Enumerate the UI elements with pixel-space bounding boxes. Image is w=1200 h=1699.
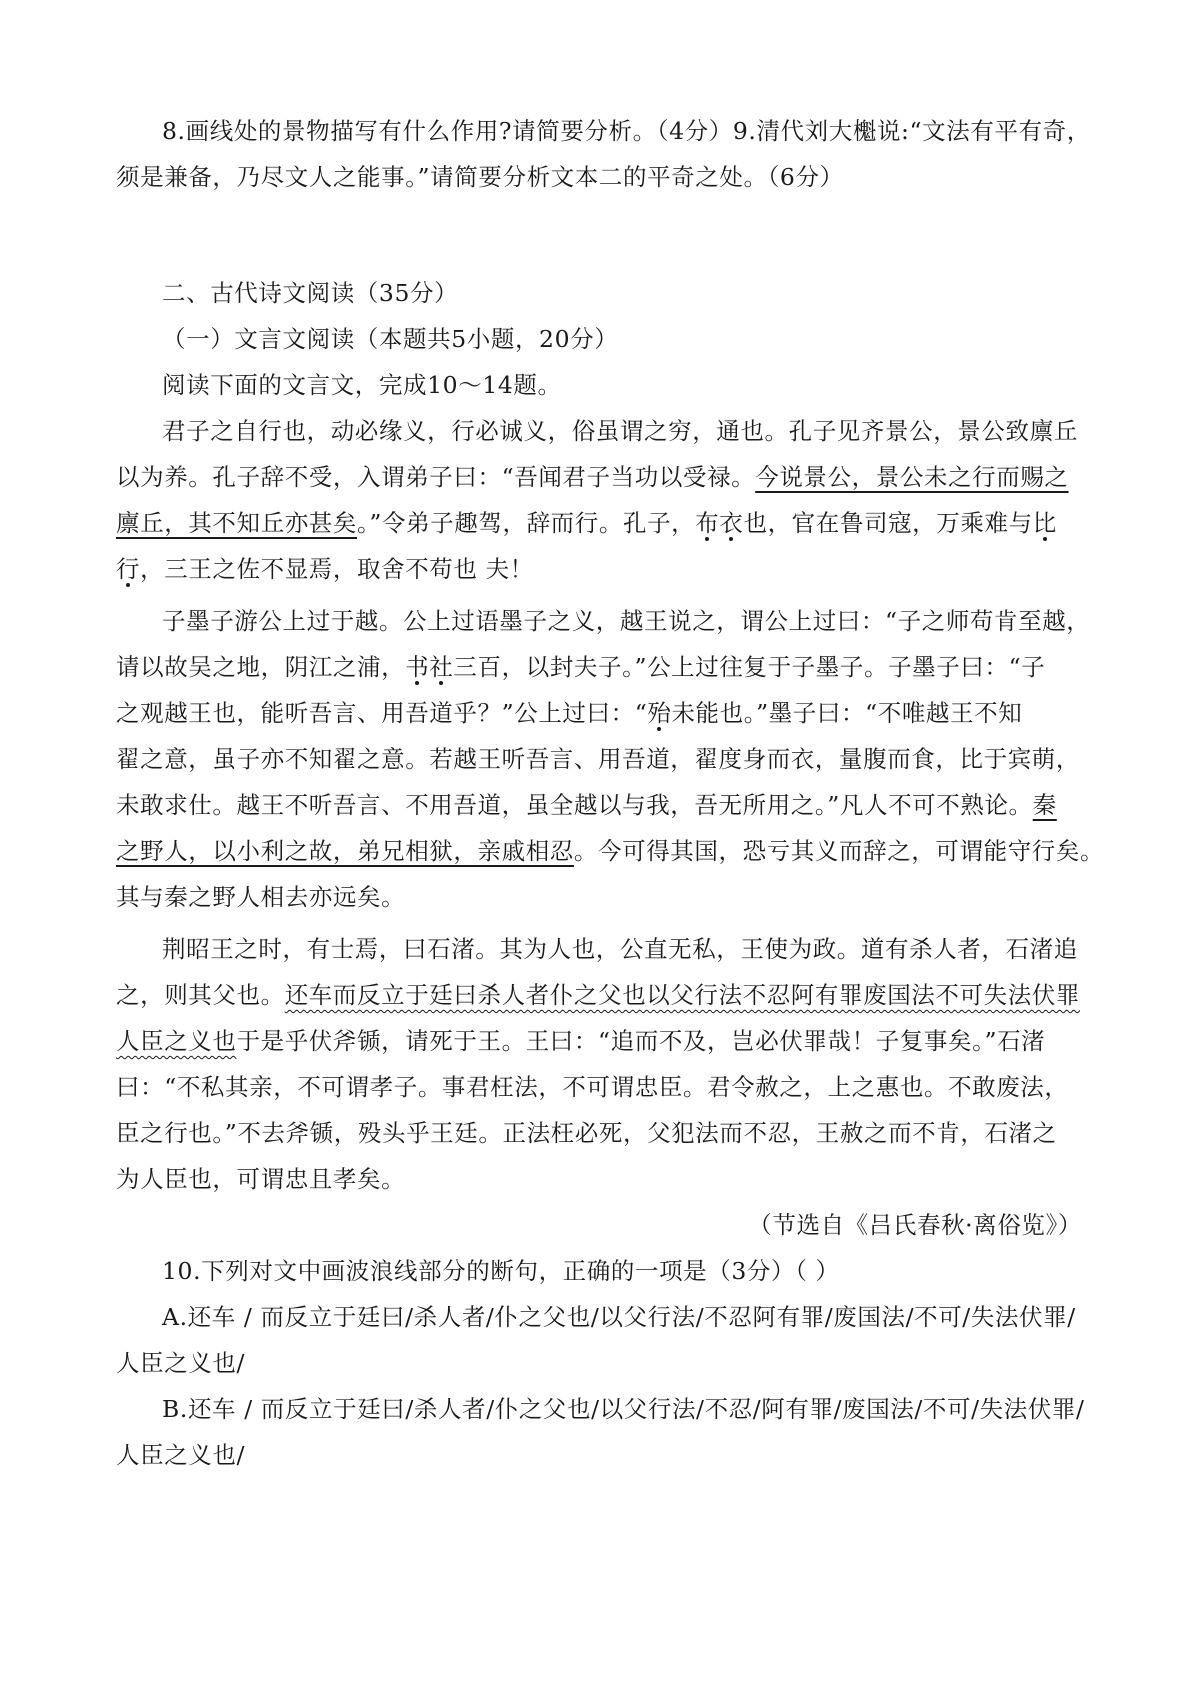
text-span: 。今可得其国，恐亏其义而辞之，可谓能守行矣。 (573, 837, 1105, 865)
passage-paragraph-2 (116, 598, 1105, 920)
text-span: 以为养。孔子辞不受，入谓弟子曰：“吾闻君子当功以受禄。 (116, 463, 756, 491)
exam-page (116, 108, 1105, 1478)
dotted-character: 衣 (719, 509, 744, 537)
passage-line (116, 690, 1092, 736)
question-8-9-line-1: 8.画线处的景物描写有什么作用?请简要分析。（4分）9.清代刘大櫆说:“文法有平有奇， (162, 117, 1091, 145)
passage-line: 翟之意，虽子亦不知翟之意。若越王听吾言、用吾道，翟度身而衣，量腹而食，比于宾萌， (116, 745, 1080, 773)
option-a-line-2: 人臣之义也/ (116, 1349, 246, 1377)
passage-line (116, 500, 1092, 546)
underlined-text: 秦 (1032, 791, 1057, 819)
text-span: 。”令弟子趣驾，辞而行。孔子， (357, 509, 696, 537)
text-span: 于是乎伏斧锧，请死于王。王曰：“追而不及，岂必伏罪哉！子复事矣。”石渚 (236, 1027, 1046, 1055)
passage-source: （节选自《吕氏春秋·离俗览》） (748, 1211, 1082, 1239)
dotted-character: 书 (405, 653, 430, 681)
question-10-stem: 10.下列对文中画波浪线部分的断句，正确的一项是（3分）（ ） (162, 1257, 840, 1285)
wavy-underlined-text: 还车而反立于廷曰杀人者仆之父也以父行法不忍阿有罪废国法不可失法伏罪 (284, 981, 1081, 1009)
passage-line (116, 782, 1092, 828)
passage-line: 荆昭王之时，有士焉，曰石渚。其为人也，公直无私，王使为政。道有杀人者，石渚追 (162, 935, 1078, 963)
passage-line: 为人臣也，可谓忠且孝矣。 (116, 1165, 406, 1193)
passage-line: 子墨子游公上过于越。公上过语墨子之义，越王说之，谓公上过曰：“子之师苟肯至越， (162, 607, 1091, 635)
text-span: 未敢求仕。越王不听吾言、不用吾道，虽全越以与我，吾无所用之。”凡人不可不熟论。 (116, 791, 1033, 819)
option-a-line-1: A.还车 / 而反立于廷曰/杀人者/仆之父也/以父行法/不忍阿有罪/废国法/不可/失法伏罪/ (162, 1303, 1076, 1331)
underlined-text: 今说景公，景公未之行而赐之 (755, 463, 1069, 491)
text-span: 请以故吴之地，阴江之浦， (116, 653, 406, 681)
passage-paragraph-1 (116, 408, 1092, 592)
dotted-character: 布 (695, 509, 720, 537)
passage-line: 曰：“不私其亲，不可谓孝子。事君枉法，不可谓忠臣。君令赦之，上之惠也。不敢废法， (116, 1073, 1069, 1101)
text-span: 未能也。”墨子曰：“不唯越王不知 (671, 699, 1023, 727)
spacer (116, 200, 1092, 270)
passage-line (116, 1018, 1092, 1064)
passage-line: 臣之行也。”不去斧锧，殁头乎王廷。正法枉必死，父犯法而不忍，王赦之而不肯，石渚之 (116, 1119, 1057, 1147)
passage-line (116, 454, 1092, 500)
text-span: 之观越王也，能听吾言、用吾道乎？”公上过曰：“ (116, 699, 648, 727)
passage-line: 君子之自行也，动必缘义，行必诚义，俗虽谓之穷，通也。孔子见齐景公，景公致廪丘 (162, 417, 1078, 445)
passage-line (116, 546, 1092, 592)
dotted-character: 社 (429, 653, 454, 681)
passage-paragraph-3 (116, 926, 1092, 1202)
passage-line (116, 828, 1105, 874)
option-b-line-2: 人臣之义也/ (116, 1441, 246, 1469)
reading-instruction: 阅读下面的文言文，完成10～14题。 (162, 371, 562, 399)
passage-line: 其与秦之野人相去亦远矣。 (116, 883, 406, 911)
text-span: 之，则其父也。 (116, 981, 285, 1009)
dotted-character: 殆 (647, 699, 672, 727)
subsection-heading: （一）文言文阅读（本题共5小题，20分） (162, 325, 619, 353)
dotted-character: 行 (116, 555, 141, 583)
section-heading: 二、古代诗文阅读（35分） (162, 279, 459, 307)
question-8-9-line-2: 须是兼备，乃尽文人之能事。”请简要分析文本二的平奇之处。（6分） (116, 163, 844, 191)
passage-line (116, 972, 1092, 1018)
wavy-underlined-text: 人臣之义也 (116, 1027, 237, 1055)
dotted-character: 比 (1032, 509, 1057, 537)
text-span: ，三王之佐不显焉，取舍不苟也 夫！ (140, 555, 534, 583)
text-span: 也，官在鲁司寇，万乘难与 (743, 509, 1033, 537)
option-b-line-1: B.还车 / 而反立于廷曰/杀人者/仆之父也/以父行法/不忍/阿有罪/废国法/不可/失法伏罪/ (162, 1395, 1085, 1423)
passage-line (116, 644, 1092, 690)
underlined-text: 之野人，以小利之故，弟兄相狱，亲戚相忍 (116, 837, 574, 865)
text-span: 三百，以封夫子。”公上过往复于子墨子。子墨子曰：“子 (453, 653, 1046, 681)
underlined-text: 廪丘，其不知丘亦甚矣 (116, 509, 357, 537)
